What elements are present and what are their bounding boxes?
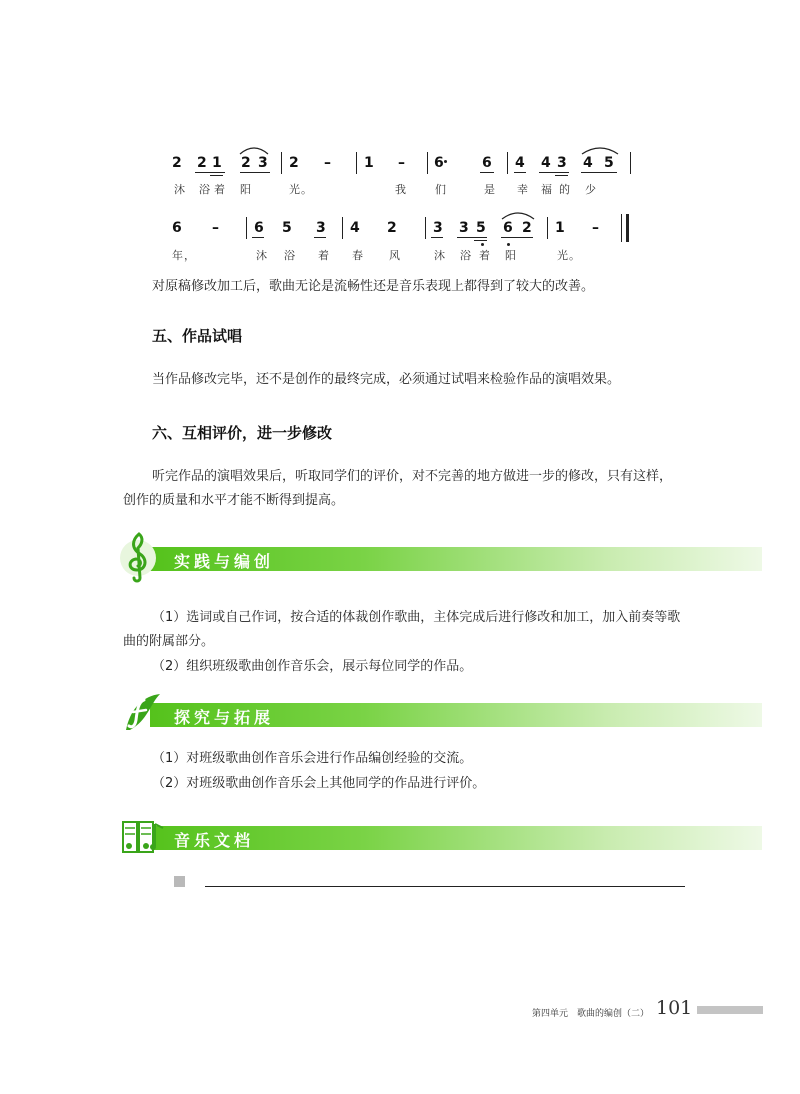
lyric: 浴 <box>199 183 211 196</box>
lyric: 我 <box>395 183 407 196</box>
lyric: 幸 <box>517 183 529 196</box>
score-note: 3 <box>316 220 326 236</box>
score-note: 2 <box>522 220 532 236</box>
practice-item-1-line2: 曲的附属部分。 <box>123 634 215 649</box>
barline <box>342 217 343 239</box>
score-note: 2 <box>289 155 299 171</box>
lyric: 着 <box>479 249 491 262</box>
footer-unit: 第四单元 歌曲的编创（二） <box>532 1009 650 1019</box>
beam <box>314 237 326 238</box>
page-number: 101 <box>656 997 693 1019</box>
bullet-square <box>174 876 185 887</box>
score-note: 4 <box>541 155 551 171</box>
beam <box>210 175 223 176</box>
score-note: 2 <box>387 220 397 236</box>
lyric: 沐 <box>434 249 446 262</box>
final-barline-thick <box>626 214 629 242</box>
barline <box>507 152 508 174</box>
lyric: 年， <box>172 249 196 262</box>
score-note: 4 <box>515 155 525 171</box>
beam <box>514 172 526 173</box>
score-note: 5 <box>476 220 486 236</box>
score-note: 4 <box>350 220 360 236</box>
score-note: 1 <box>555 220 565 236</box>
blank-line <box>205 886 685 887</box>
score-note: 6 <box>254 220 264 236</box>
score-note: 5 <box>604 155 614 171</box>
lyric: 浴 <box>284 249 296 262</box>
lyric: 沐 <box>174 183 186 196</box>
score-note: – <box>592 220 599 236</box>
beam <box>539 172 569 173</box>
treble-clef-icon <box>118 530 160 584</box>
score-note: 6 <box>482 155 492 171</box>
low-octave-dot <box>507 243 510 246</box>
score-note: 2 <box>172 155 182 171</box>
practice-title: 实践与编创 <box>174 552 275 571</box>
score-note: 6 <box>434 155 444 171</box>
final-barline-thin <box>621 214 622 242</box>
low-octave-dot <box>481 243 484 246</box>
section-6-body-line1: 听完作品的演唱效果后，听取同学们的评价，对不完善的地方做进一步的修改，只有这样， <box>152 469 673 484</box>
barline <box>281 152 282 174</box>
footer-bar <box>697 1006 763 1014</box>
lyric: 阳 <box>240 183 252 196</box>
score-note: 2 <box>241 155 251 171</box>
score-note: – <box>398 155 405 171</box>
score-note: 3 <box>557 155 567 171</box>
beam <box>431 237 443 238</box>
lyric: 是 <box>484 183 496 196</box>
slur <box>238 142 270 156</box>
lyric: 着 <box>318 249 330 262</box>
lyric: 的 <box>559 183 571 196</box>
lyric: 阳 <box>505 249 517 262</box>
score-note: 5 <box>282 220 292 236</box>
beam <box>457 237 487 238</box>
lyric: 福 <box>541 183 553 196</box>
barline <box>427 152 428 174</box>
score-note: 4 <box>583 155 593 171</box>
score-note: 6 <box>503 220 513 236</box>
score-note: 2 <box>197 155 207 171</box>
lyric: 光。 <box>557 249 581 262</box>
section-5-body: 当作品修改完毕，还不是创作的最终完成，必须通过试唱来检验作品的演唱效果。 <box>152 372 621 387</box>
explore-item-1: （1）对班级歌曲创作音乐会进行作品编创经验的交流。 <box>152 751 473 766</box>
explore-item-2: （2）对班级歌曲创作音乐会上其他同学的作品进行评价。 <box>152 776 486 791</box>
lyric: 们 <box>435 183 447 196</box>
lyric: 光。 <box>289 183 313 196</box>
beam <box>555 175 568 176</box>
revision-paragraph: 对原稿修改加工后，歌曲无论是流畅性还是音乐表现上都得到了较大的改善。 <box>152 279 595 294</box>
score-note: 6 <box>172 220 182 236</box>
score-note: 3 <box>459 220 469 236</box>
barline <box>356 152 357 174</box>
lyric: 风 <box>389 249 401 262</box>
dot <box>444 160 447 163</box>
beam <box>195 172 225 173</box>
lyric: 春 <box>352 249 364 262</box>
music-score <box>0 0 800 270</box>
barline <box>425 217 426 239</box>
section-6-body-line2: 创作的质量和水平才能不断得到提高。 <box>123 493 345 508</box>
barline <box>547 217 548 239</box>
beam <box>480 172 494 173</box>
practice-item-2: （2）组织班级歌曲创作音乐会，展示每位同学的作品。 <box>152 659 473 674</box>
beam <box>581 172 617 173</box>
lyric: 少 <box>585 183 597 196</box>
beam <box>474 240 487 241</box>
lyric: 浴 <box>460 249 472 262</box>
slur <box>580 142 620 156</box>
lyric: 着 <box>214 183 226 196</box>
score-note: – <box>324 155 331 171</box>
forte-icon <box>120 690 164 734</box>
score-note: 1 <box>364 155 374 171</box>
beam <box>240 172 270 173</box>
section-heading-6: 六、互相评价，进一步修改 <box>152 424 333 442</box>
notes-book-icon <box>120 818 166 856</box>
explore-title: 探究与拓展 <box>174 708 275 727</box>
document-title: 音乐文档 <box>174 831 255 850</box>
beam <box>501 237 533 238</box>
barline <box>630 152 631 174</box>
score-note: 1 <box>212 155 222 171</box>
score-note: – <box>212 220 219 236</box>
section-heading-5: 五、作品试唱 <box>152 327 243 345</box>
practice-item-1-line1: （1）选词或自己作词，按合适的体裁创作歌曲，主体完成后进行修改和加工，加入前奏等歌 <box>152 610 681 625</box>
beam <box>252 237 264 238</box>
lyric: 沐 <box>256 249 268 262</box>
score-note: 3 <box>258 155 268 171</box>
barline <box>246 217 247 239</box>
slur <box>500 207 536 221</box>
score-note: 3 <box>433 220 443 236</box>
